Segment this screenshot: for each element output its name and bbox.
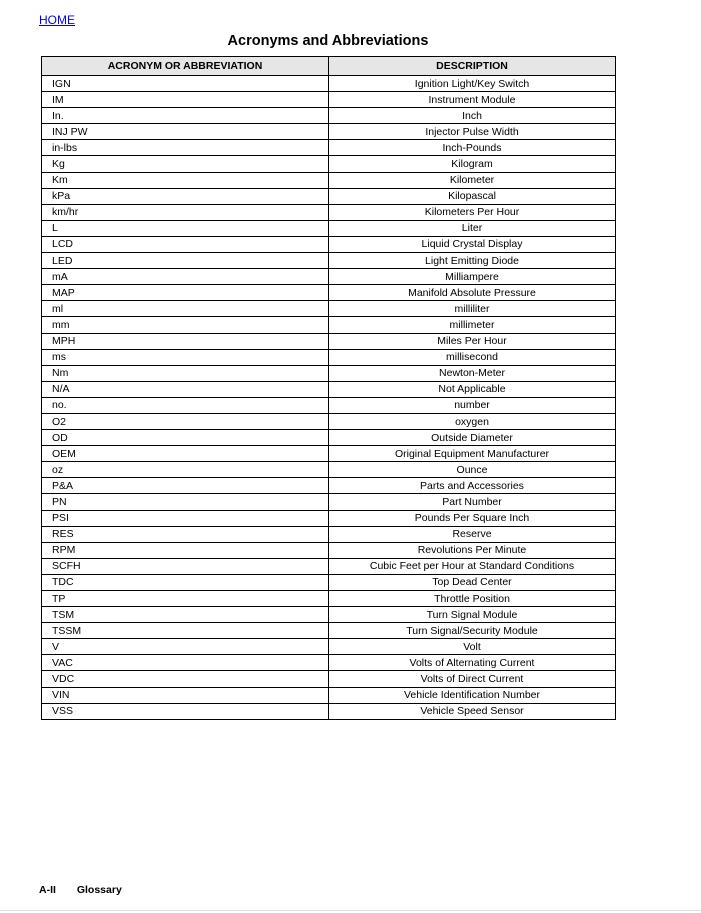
table-row	[42, 574, 616, 590]
description-cell: Kilogram	[329, 156, 616, 172]
description-cell: Liquid Crystal Display	[329, 236, 616, 252]
description-cell: Volts of Direct Current	[329, 671, 616, 687]
description-cell: Kilometers Per Hour	[329, 204, 616, 220]
acronym-cell: ms	[42, 349, 329, 365]
footer-section-title: Glossary	[76, 884, 122, 896]
table-row	[42, 607, 616, 623]
acronym-cell: LCD	[42, 236, 329, 252]
description-cell: Instrument Module	[329, 92, 616, 108]
acronym-cell: PN	[42, 494, 329, 510]
description-cell: Ounce	[329, 462, 616, 478]
acronym-cell: VDC	[42, 671, 329, 687]
table-row	[42, 558, 616, 574]
acronym-cell: MAP	[42, 285, 329, 301]
acronym-cell: Nm	[42, 365, 329, 381]
table-row	[42, 124, 616, 140]
table-row	[42, 236, 616, 252]
acronym-cell: PSI	[42, 510, 329, 526]
acronym-cell: LED	[42, 253, 329, 269]
table-row	[42, 76, 616, 92]
description-cell: Kilometer	[329, 172, 616, 188]
description-cell: Part Number	[329, 494, 616, 510]
acronym-cell: mm	[42, 317, 329, 333]
description-cell: Ignition Light/Key Switch	[329, 76, 616, 92]
description-cell: milliliter	[329, 301, 616, 317]
description-cell: Light Emitting Diode	[329, 253, 616, 269]
column-header-acronym: ACRONYM OR ABBREVIATION	[42, 57, 329, 76]
description-cell: Newton-Meter	[329, 365, 616, 381]
acronym-cell: IGN	[42, 76, 329, 92]
description-cell: Not Applicable	[329, 381, 616, 397]
description-cell: Manifold Absolute Pressure	[329, 285, 616, 301]
acronym-cell: oz	[42, 462, 329, 478]
description-cell: millimeter	[329, 317, 616, 333]
description-cell: Turn Signal/Security Module	[329, 623, 616, 639]
description-cell: Outside Diameter	[329, 430, 616, 446]
acronym-cell: TP	[42, 591, 329, 607]
table-row	[42, 172, 616, 188]
table-row	[42, 381, 616, 397]
table-row	[42, 253, 616, 269]
acronym-cell: RES	[42, 526, 329, 542]
page-footer	[39, 884, 122, 896]
acronym-cell: N/A	[42, 381, 329, 397]
acronym-cell: TSSM	[42, 623, 329, 639]
description-cell: number	[329, 397, 616, 413]
description-cell: Throttle Position	[329, 591, 616, 607]
bottom-divider	[0, 910, 701, 911]
acronym-cell: O2	[42, 413, 329, 429]
acronym-cell: INJ PW	[42, 124, 329, 140]
acronym-cell: VAC	[42, 655, 329, 671]
table-row	[42, 92, 616, 108]
table-row	[42, 413, 616, 429]
table-row	[42, 510, 616, 526]
table-header-row	[42, 57, 616, 76]
table-row	[42, 365, 616, 381]
acronym-cell: MPH	[42, 333, 329, 349]
table-row	[42, 623, 616, 639]
table-row	[42, 156, 616, 172]
description-cell: Parts and Accessories	[329, 478, 616, 494]
acronym-cell: VSS	[42, 703, 329, 719]
description-cell: Vehicle Speed Sensor	[329, 703, 616, 719]
table-row	[42, 446, 616, 462]
table-row	[42, 526, 616, 542]
table-body	[42, 76, 616, 720]
acronym-cell: no.	[42, 397, 329, 413]
acronym-cell: TDC	[42, 574, 329, 590]
table-row	[42, 317, 616, 333]
table-row	[42, 687, 616, 703]
table-row	[42, 108, 616, 124]
acronym-cell: Km	[42, 172, 329, 188]
description-cell: Liter	[329, 220, 616, 236]
page-title: Acronyms and Abbreviations	[227, 33, 429, 49]
acronym-cell: RPM	[42, 542, 329, 558]
acronym-cell: in-lbs	[42, 140, 329, 156]
acronym-cell: Kg	[42, 156, 329, 172]
table-row	[42, 478, 616, 494]
acronym-cell: mA	[42, 269, 329, 285]
description-cell: oxygen	[329, 413, 616, 429]
description-cell: Top Dead Center	[329, 574, 616, 590]
table-row	[42, 430, 616, 446]
table-row	[42, 542, 616, 558]
table-row	[42, 703, 616, 719]
acronym-cell: VIN	[42, 687, 329, 703]
table-row	[42, 462, 616, 478]
table-row	[42, 140, 616, 156]
home-link[interactable]: HOME	[39, 13, 75, 27]
description-cell: Inch-Pounds	[329, 140, 616, 156]
table-row	[42, 269, 616, 285]
table-row	[42, 285, 616, 301]
acronym-cell: In.	[42, 108, 329, 124]
table-row	[42, 494, 616, 510]
description-cell: Pounds Per Square Inch	[329, 510, 616, 526]
description-cell: Vehicle Identification Number	[329, 687, 616, 703]
acronym-table	[41, 56, 616, 720]
table-row	[42, 220, 616, 236]
acronym-cell: SCFH	[42, 558, 329, 574]
description-cell: Original Equipment Manufacturer	[329, 446, 616, 462]
table-row	[42, 188, 616, 204]
acronym-cell: V	[42, 639, 329, 655]
table-row	[42, 397, 616, 413]
description-cell: Volts of Alternating Current	[329, 655, 616, 671]
table-row	[42, 204, 616, 220]
footer-page-number: A-II	[39, 884, 56, 896]
acronym-cell: OEM	[42, 446, 329, 462]
description-cell: Injector Pulse Width	[329, 124, 616, 140]
description-cell: Revolutions Per Minute	[329, 542, 616, 558]
acronym-cell: P&A	[42, 478, 329, 494]
description-cell: Kilopascal	[329, 188, 616, 204]
table-row	[42, 349, 616, 365]
description-cell: Inch	[329, 108, 616, 124]
table-row	[42, 639, 616, 655]
acronym-cell: IM	[42, 92, 329, 108]
description-cell: Miles Per Hour	[329, 333, 616, 349]
description-cell: millisecond	[329, 349, 616, 365]
table-row	[42, 655, 616, 671]
acronym-cell: L	[42, 220, 329, 236]
column-header-description: DESCRIPTION	[329, 57, 616, 76]
description-cell: Volt	[329, 639, 616, 655]
table-row	[42, 333, 616, 349]
description-cell: Cubic Feet per Hour at Standard Conditions	[329, 558, 616, 574]
table-row	[42, 671, 616, 687]
acronym-cell: ml	[42, 301, 329, 317]
description-cell: Milliampere	[329, 269, 616, 285]
table-row	[42, 301, 616, 317]
acronym-cell: km/hr	[42, 204, 329, 220]
acronym-cell: OD	[42, 430, 329, 446]
acronym-cell: TSM	[42, 607, 329, 623]
acronym-cell: kPa	[42, 188, 329, 204]
description-cell: Turn Signal Module	[329, 607, 616, 623]
description-cell: Reserve	[329, 526, 616, 542]
table-row	[42, 591, 616, 607]
